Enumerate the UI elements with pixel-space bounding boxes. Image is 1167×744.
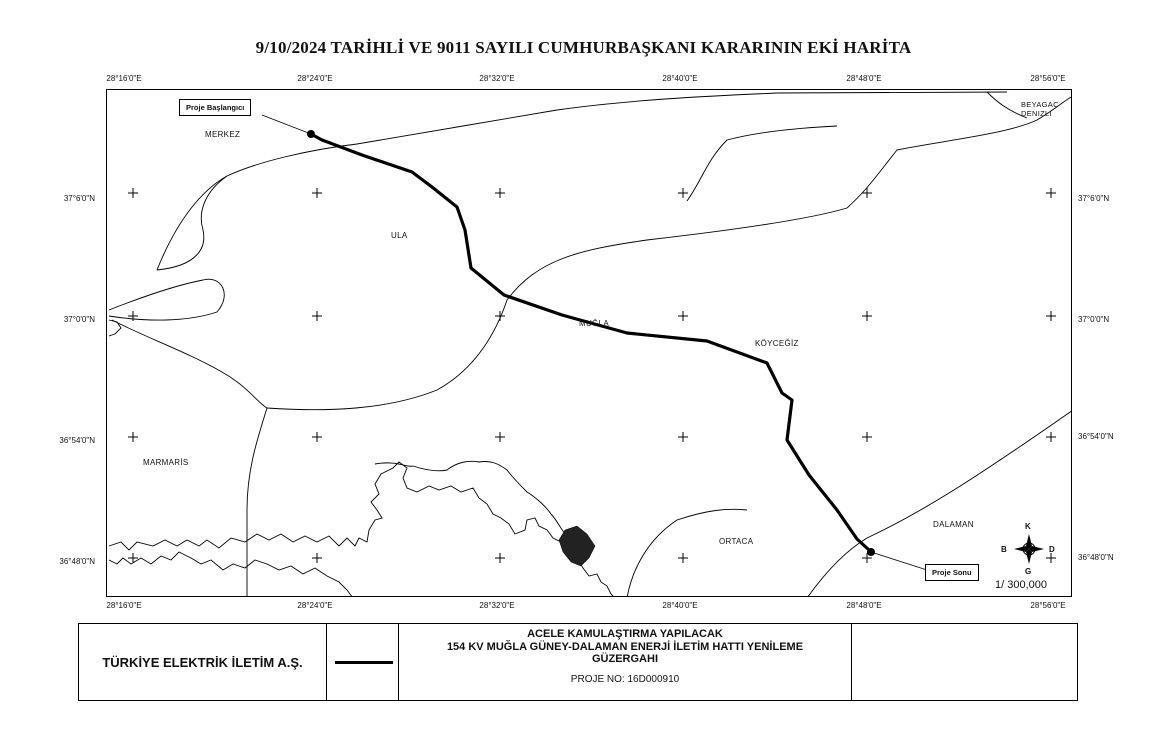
lon-label-top: 28°16'0"E [106, 74, 142, 83]
grid-crosses [128, 188, 1056, 563]
scale-label: 1/ 300,000 [995, 579, 1047, 591]
lon-label-top: 28°32'0"E [479, 74, 515, 83]
compass-n: K [1025, 522, 1031, 531]
lon-label-top: 28°48'0"E [846, 74, 882, 83]
place-mugla: MUĞLA [579, 319, 609, 328]
district-boundaries [109, 92, 1072, 597]
place-ortaca: ORTACA [719, 537, 754, 546]
place-merkez: MERKEZ [205, 130, 241, 139]
place-dalaman: DALAMAN [933, 520, 974, 529]
place-ula: ULA [391, 231, 408, 240]
place-koycegiz: KÖYCEĞİZ [755, 339, 799, 348]
lat-label-left: 37°6'0"N [63, 194, 95, 203]
start-leader [262, 115, 311, 134]
lat-label-right: 37°0'0"N [1078, 315, 1110, 324]
place-marmaris: MARMARİS [143, 458, 189, 467]
lon-label-bottom: 28°16'0"E [106, 601, 142, 610]
legend-company: TÜRKİYE ELEKTRİK İLETİM A.Ş. [79, 624, 327, 700]
lon-label-bottom: 28°48'0"E [846, 601, 882, 610]
lat-label-left: 37°0'0"N [63, 315, 95, 324]
lat-label-left: 36°48'0"N [59, 557, 95, 566]
legend-project-cell [399, 624, 852, 700]
lat-label-right: 37°6'0"N [1078, 194, 1110, 203]
lat-label-left: 36°54'0"N [59, 436, 95, 445]
legend-line-sample-cell [327, 624, 399, 700]
lat-label-right: 36°54'0"N [1078, 432, 1114, 441]
lon-label-bottom: 28°24'0"E [297, 601, 333, 610]
project-line-3: GÜZERGAHI [592, 653, 658, 665]
compass-icon [1012, 532, 1046, 566]
project-line-2: 154 KV MUĞLA GÜNEY-DALAMAN ENERJİ İLETİM HATTI YENİLEME [446, 640, 804, 653]
end-callout: Proje Sonu [925, 564, 979, 581]
project-line-1: ACELE KAMULAŞTIRMA YAPILACAK [527, 628, 723, 640]
route-line-sample [335, 661, 393, 664]
place-beyagac: BEYAGAC [1021, 100, 1059, 109]
map-frame [106, 89, 1072, 597]
start-callout: Proje Başlangıcı [179, 99, 251, 116]
lon-label-top: 28°56'0"E [1030, 74, 1066, 83]
lon-label-bottom: 28°56'0"E [1030, 601, 1066, 610]
legend-empty-cell [852, 624, 1077, 700]
legend-box [78, 623, 1078, 701]
lagoon [559, 526, 595, 566]
lon-label-bottom: 28°40'0"E [662, 601, 698, 610]
end-leader [871, 552, 927, 570]
lon-label-bottom: 28°32'0"E [479, 601, 515, 610]
map-title: 9/10/2024 TARİHLİ VE 9011 SAYILI CUMHURBAŞKANI KARARININ EKİ HARİTA [255, 38, 912, 57]
lat-label-right: 36°48'0"N [1078, 553, 1114, 562]
lon-label-top: 28°24'0"E [297, 74, 333, 83]
place-denizli: DENIZLI [1021, 109, 1052, 118]
compass-s: G [1025, 567, 1032, 576]
compass-e: D [1049, 545, 1055, 554]
lon-label-top: 28°40'0"E [662, 74, 698, 83]
project-number: PROJE NO: 16D000910 [570, 673, 680, 685]
map-canvas [107, 90, 1072, 597]
compass-w: B [1001, 545, 1007, 554]
